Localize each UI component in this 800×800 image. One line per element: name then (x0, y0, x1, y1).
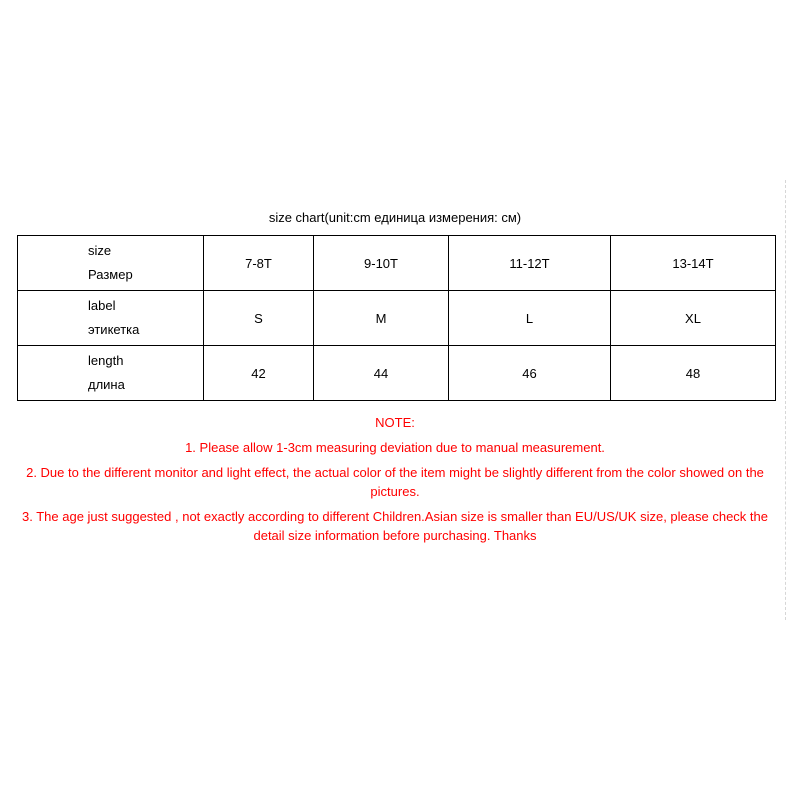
table-cell: 44 (314, 346, 449, 401)
row-header-en: label (88, 298, 116, 313)
note-3: 3. The age just suggested , not exactly according to different Children.Asian size is smaller than EU/US/UK size, please check the detail size information before purchasing. Thanks (22, 509, 768, 543)
row-header-en: length (88, 353, 124, 368)
row-header-ru: Размер (88, 267, 133, 282)
table-cell: S (204, 291, 314, 346)
row-header-size (18, 236, 204, 291)
table-cell: 42 (204, 346, 314, 401)
row-header-length (18, 346, 204, 401)
table-cell: 13-14T (611, 236, 776, 291)
table-row-length (18, 346, 776, 401)
note-title: NOTE: (375, 415, 415, 430)
row-header-en: size (88, 243, 112, 258)
note-2: 2. Due to the different monitor and light effect, the actual color of the item might be slightly different from the color showed on the pictures. (26, 465, 764, 499)
row-header-ru: этикетка (88, 322, 140, 337)
row-header-ru: длина (88, 377, 125, 392)
table-cell: 48 (611, 346, 776, 401)
table-row-size (18, 236, 776, 291)
table-cell: XL (611, 291, 776, 346)
edge-divider (785, 180, 786, 620)
table-cell: M (314, 291, 449, 346)
table-cell: 9-10T (314, 236, 449, 291)
note-1: 1. Please allow 1-3cm measuring deviation due to manual measurement. (185, 440, 605, 455)
notes-section (0, 413, 790, 545)
table-cell: 11-12T (449, 236, 611, 291)
table-cell: 46 (449, 346, 611, 401)
size-chart-caption: size chart(unit:cm единица измерения: см) (268, 210, 522, 225)
table-cell: L (449, 291, 611, 346)
table-row-label (18, 291, 776, 346)
table-cell: 7-8T (204, 236, 314, 291)
size-chart-table (17, 235, 776, 401)
row-header-label (18, 291, 204, 346)
